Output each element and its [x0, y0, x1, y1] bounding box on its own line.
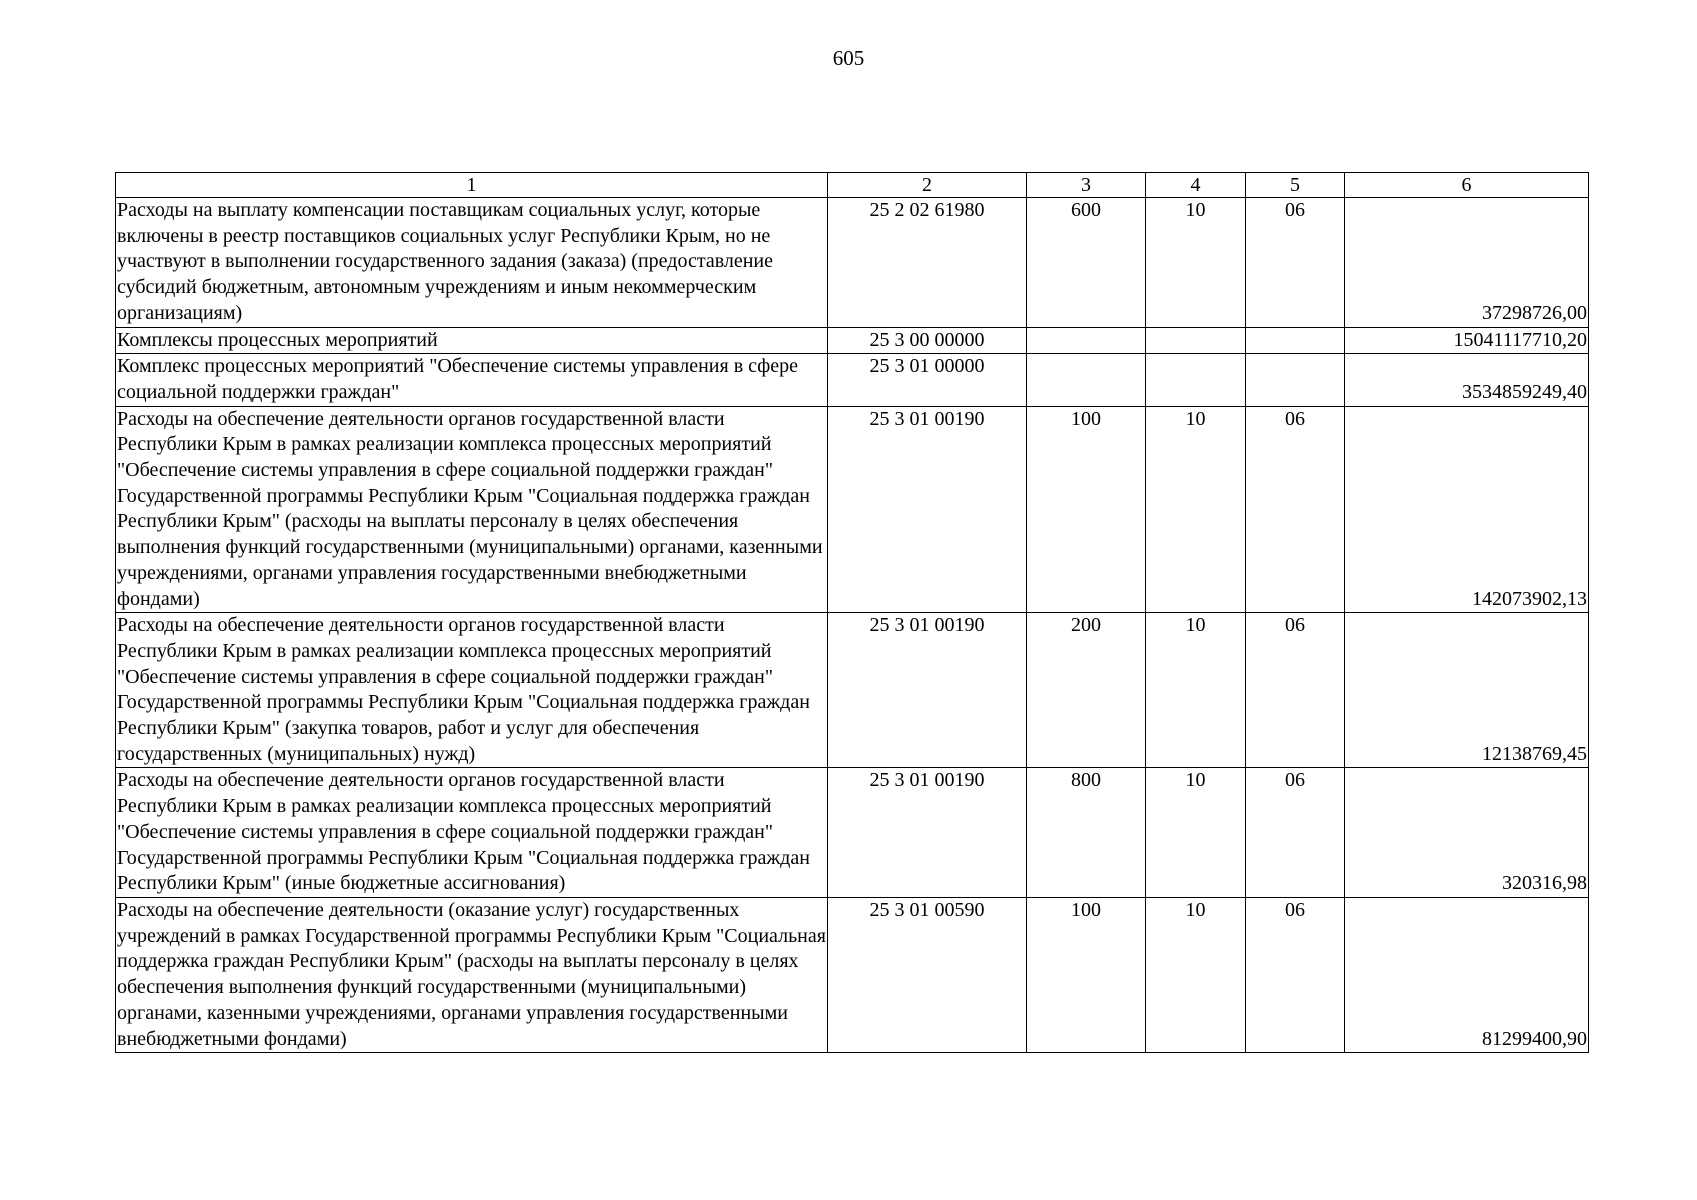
table-row [116, 897, 1589, 1052]
row-name-cell: Расходы на обеспечение деятельности органов государственной власти Республики Крым в рамках реализации комплекса процессных мероприятий "Обеспечение системы управления в сфере социальной поддержки граждан" Государственной программы Республики Крым "Социальная поддержка граждан Республики Крым" (иные бюджетные ассигнования) [116, 768, 828, 898]
table-row [116, 768, 1589, 898]
row-name-cell: Расходы на выплату компенсации поставщикам социальных услуг, которые включены в реестр поставщиков социальных услуг Республики Крым, но не участвуют в выполнении государственного задания (заказа) (предоставление субсидий бюджетным, автономным учреждениям и иным некоммерческим организациям) [116, 198, 828, 328]
table-row [116, 354, 1589, 406]
row-sum-cell: 15041117710,20 [1345, 327, 1589, 354]
column-header-2: 2 [828, 173, 1027, 198]
row-code-cell: 25 3 00 00000 [828, 327, 1027, 354]
row-code-cell: 25 3 01 00000 [828, 354, 1027, 406]
row-code-cell: 25 3 01 00190 [828, 406, 1027, 613]
row-sum-cell: 320316,98 [1345, 768, 1589, 898]
row-expense-type-cell: 100 [1027, 897, 1146, 1052]
row-name-cell: Расходы на обеспечение деятельности (оказание услуг) государственных учреждений в рамках Государственной программы Республики Крым "Социальная поддержка граждан Республики Крым" (расходы на выплаты персоналу в целях обеспечения выполнения функций государственными (муниципальными) органами, казенными учреждениями, органами управления государственными внебюджетными фондами) [116, 897, 828, 1052]
row-expense-type-cell: 800 [1027, 768, 1146, 898]
column-header-4: 4 [1146, 173, 1246, 198]
row-sum-cell: 37298726,00 [1345, 198, 1589, 328]
column-header-3: 3 [1027, 173, 1146, 198]
table-row [116, 613, 1589, 768]
row-expense-type-cell: 100 [1027, 406, 1146, 613]
column-header-5: 5 [1246, 173, 1345, 198]
table-row [116, 198, 1589, 328]
row-subsection-cell: 06 [1246, 198, 1345, 328]
row-subsection-cell: 06 [1246, 613, 1345, 768]
row-subsection-cell [1246, 327, 1345, 354]
budget-table [115, 172, 1589, 1053]
row-subsection-cell: 06 [1246, 406, 1345, 613]
row-section-cell: 10 [1146, 897, 1246, 1052]
row-name-cell: Комплексы процессных мероприятий [116, 327, 828, 354]
row-sum-cell: 3534859249,40 [1345, 354, 1589, 406]
table-row [116, 406, 1589, 613]
row-expense-type-cell: 200 [1027, 613, 1146, 768]
row-sum-cell: 12138769,45 [1345, 613, 1589, 768]
table-row [116, 327, 1589, 354]
row-subsection-cell: 06 [1246, 897, 1345, 1052]
row-subsection-cell [1246, 354, 1345, 406]
row-section-cell: 10 [1146, 406, 1246, 613]
row-code-cell: 25 3 01 00590 [828, 897, 1027, 1052]
row-section-cell [1146, 327, 1246, 354]
row-section-cell: 10 [1146, 613, 1246, 768]
row-code-cell: 25 3 01 00190 [828, 768, 1027, 898]
table-header-row [116, 173, 1589, 198]
row-subsection-cell: 06 [1246, 768, 1345, 898]
row-name-cell: Расходы на обеспечение деятельности органов государственной власти Республики Крым в рамках реализации комплекса процессных мероприятий "Обеспечение системы управления в сфере социальной поддержки граждан" Государственной программы Республики Крым "Социальная поддержка граждан Республики Крым" (закупка товаров, работ и услуг для обеспечения государственных (муниципальных) нужд) [116, 613, 828, 768]
row-expense-type-cell [1027, 354, 1146, 406]
row-sum-cell: 142073902,13 [1345, 406, 1589, 613]
row-expense-type-cell: 600 [1027, 198, 1146, 328]
row-code-cell: 25 3 01 00190 [828, 613, 1027, 768]
column-header-1: 1 [116, 173, 828, 198]
row-name-cell: Расходы на обеспечение деятельности органов государственной власти Республики Крым в рамках реализации комплекса процессных мероприятий "Обеспечение системы управления в сфере социальной поддержки граждан" Государственной программы Республики Крым "Социальная поддержка граждан Республики Крым" (расходы на выплаты персоналу в целях обеспечения выполнения функций государственными (муниципальными) органами, казенными учреждениями, органами управления государственными внебюджетными фондами) [116, 406, 828, 613]
row-expense-type-cell [1027, 327, 1146, 354]
row-section-cell: 10 [1146, 198, 1246, 328]
column-header-6: 6 [1345, 173, 1589, 198]
row-section-cell [1146, 354, 1246, 406]
row-sum-cell: 81299400,90 [1345, 897, 1589, 1052]
page-number: 605 [832, 46, 865, 70]
row-section-cell: 10 [1146, 768, 1246, 898]
row-code-cell: 25 2 02 61980 [828, 198, 1027, 328]
row-name-cell: Комплекс процессных мероприятий "Обеспечение системы управления в сфере социальной поддержки граждан" [116, 354, 828, 406]
